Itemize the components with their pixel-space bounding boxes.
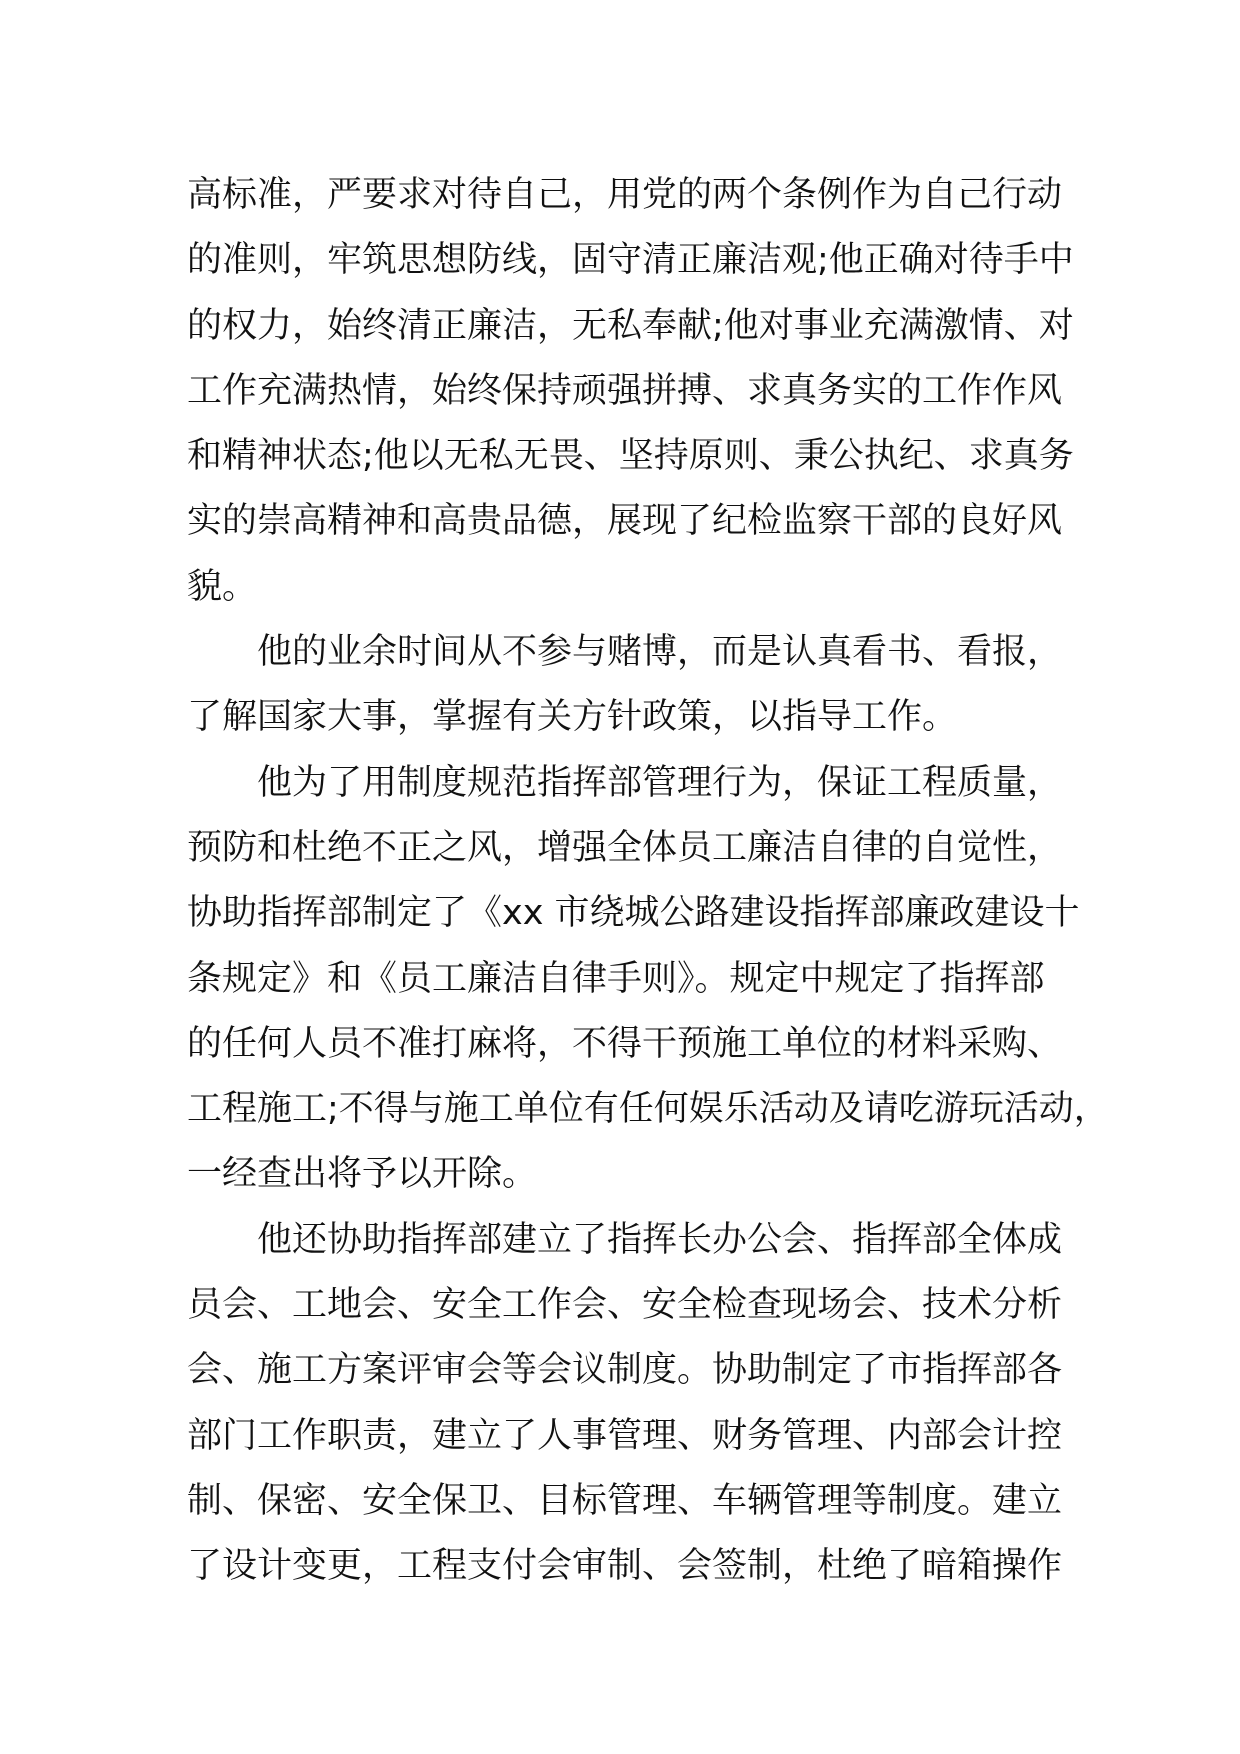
text-line: 的准则，牢筑思想防线，固守清正廉洁观;他正确对待手中 (187, 240, 1074, 281)
paragraph-first-line: 他还协助指挥部建立了指挥长办公会、指挥部全体成 (257, 1219, 1063, 1260)
text-line: 会、施工方案评审会等会议制度。协助制定了市指挥部各 (187, 1350, 1063, 1391)
text-line: 一经查出将予以开除。 (187, 1154, 538, 1195)
text-line: 高标准，严要求对待自己，用党的两个条例作为自己行动 (187, 175, 1063, 215)
text-line: 预防和杜绝不正之风，增强全体员工廉洁自律的自觉性， (187, 827, 1063, 868)
body-text (187, 163, 1109, 1600)
text-line: 了设计变更，工程支付会审制、会签制，杜绝了暗箱操作 (187, 1546, 1063, 1587)
text-line: 的权力，始终清正廉洁，无私奉献;他对事业充满激情、对 (187, 305, 1074, 346)
text-line: 实的崇高精神和高贵品德，展现了纪检监察干部的良好风 (187, 501, 1063, 542)
text-line: 了解国家大事，掌握有关方针政策，以指导工作。 (187, 697, 958, 738)
text-line: 部门工作职责，建立了人事管理、财务管理、内部会计控 (187, 1415, 1063, 1456)
text-line: 的任何人员不准打麻将，不得干预施工单位的材料采购、 (187, 1023, 1063, 1064)
paragraph-first-line: 他的业余时间从不参与赌博，而是认真看书、看报， (257, 632, 1063, 673)
paragraph-first-line: 他为了用制度规范指挥部管理行为，保证工程质量， (257, 762, 1063, 803)
text-line: 员会、工地会、安全工作会、安全检查现场会、技术分析 (187, 1285, 1063, 1326)
text-line: 工程施工;不得与施工单位有任何娱乐活动及请吃游玩活动， (187, 1089, 1109, 1130)
text-line: 协助指挥部制定了《xx 市绕城公路建设指挥部廉政建设十 (187, 893, 1080, 934)
text-line: 条规定》和《员工廉洁自律手则》。规定中规定了指挥部 (187, 958, 1045, 999)
text-line: 貌。 (187, 566, 258, 607)
text-line: 工作充满热情，始终保持顽强拼搏、求真务实的工作作风 (187, 370, 1063, 411)
text-line: 制、保密、安全保卫、目标管理、车辆管理等制度。建立 (187, 1480, 1063, 1521)
text-line: 和精神状态;他以无私无畏、坚持原则、秉公执纪、求真务 (187, 436, 1074, 477)
